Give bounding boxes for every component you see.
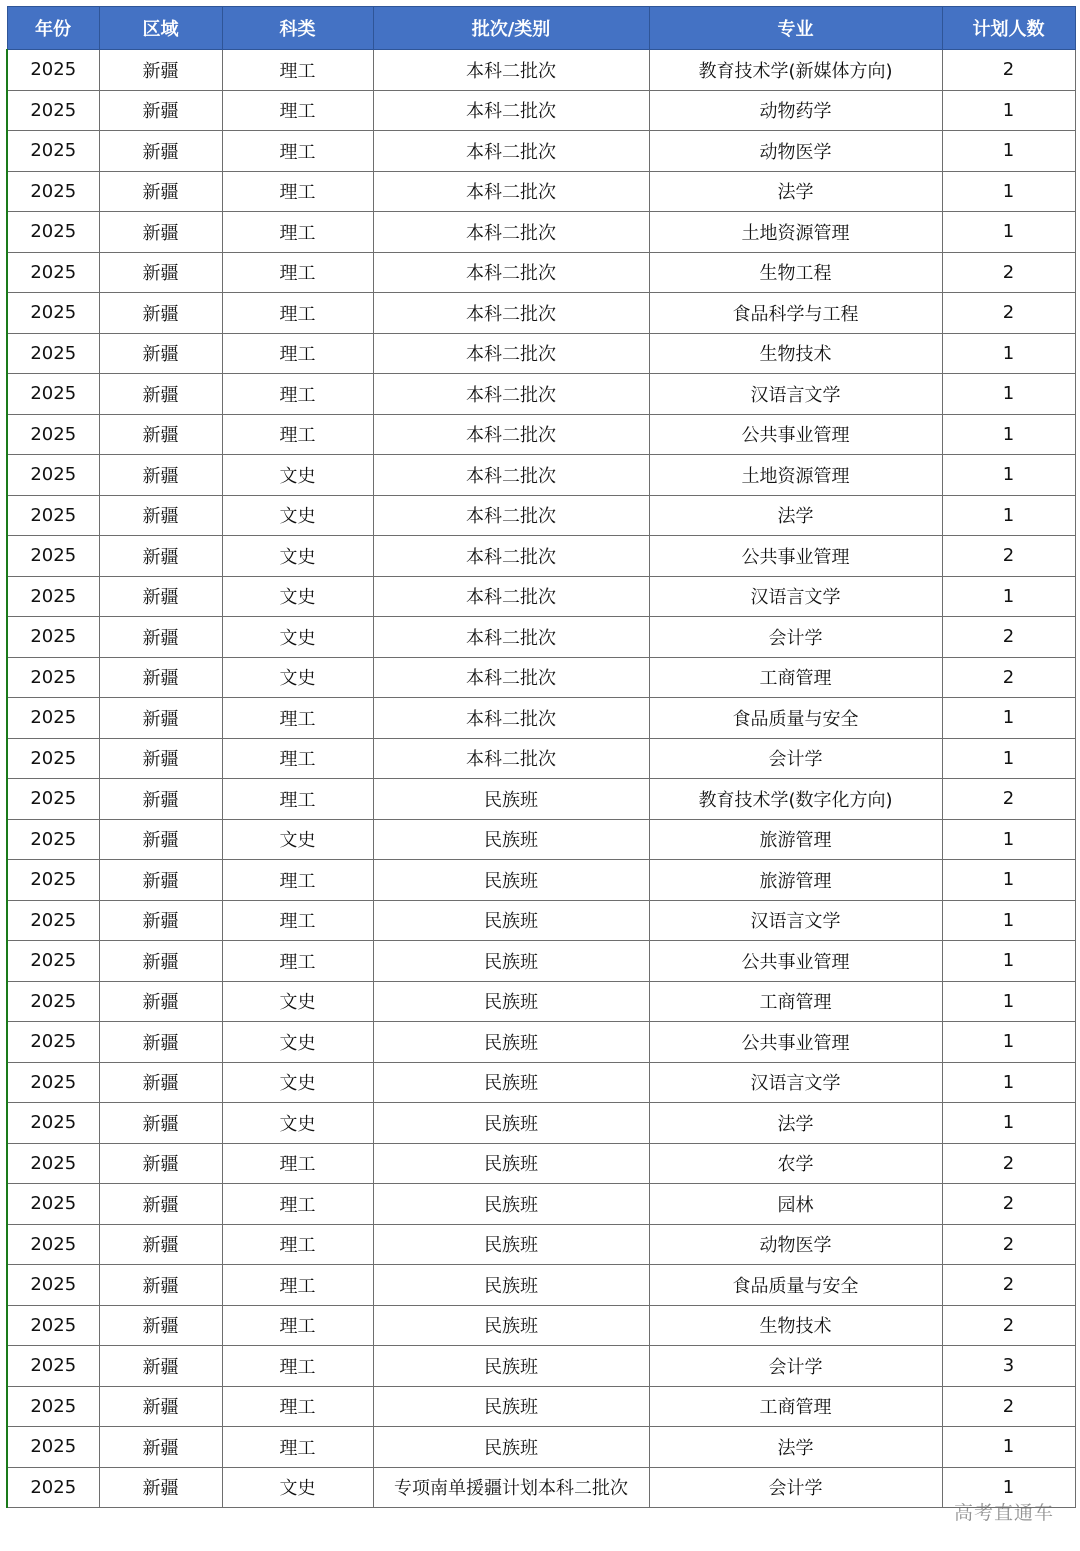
table-row: [7, 941, 1075, 982]
header-row: [7, 7, 1075, 50]
cell-region: 新疆: [99, 1062, 222, 1103]
cell-major: 动物医学: [649, 131, 942, 172]
table-row: [7, 1184, 1075, 1225]
cell-batch: 民族班: [373, 779, 649, 820]
cell-region: 新疆: [99, 536, 222, 577]
cell-year: 2025: [7, 941, 99, 982]
cell-subject-type: 理工: [222, 1184, 373, 1225]
cell-major: 公共事业管理: [649, 536, 942, 577]
table-row: [7, 293, 1075, 334]
cell-region: 新疆: [99, 1224, 222, 1265]
cell-plan-count: 1: [942, 900, 1075, 941]
cell-major: 食品质量与安全: [649, 698, 942, 739]
cell-region: 新疆: [99, 657, 222, 698]
cell-region: 新疆: [99, 90, 222, 131]
cell-major: 法学: [649, 171, 942, 212]
table-row: [7, 1103, 1075, 1144]
cell-plan-count: 2: [942, 1184, 1075, 1225]
cell-subject-type: 理工: [222, 212, 373, 253]
cell-major: 会计学: [649, 617, 942, 658]
cell-year: 2025: [7, 698, 99, 739]
cell-region: 新疆: [99, 617, 222, 658]
cell-year: 2025: [7, 293, 99, 334]
cell-batch: 民族班: [373, 1305, 649, 1346]
cell-region: 新疆: [99, 333, 222, 374]
cell-batch: 民族班: [373, 819, 649, 860]
table-row: [7, 252, 1075, 293]
cell-region: 新疆: [99, 738, 222, 779]
cell-year: 2025: [7, 1386, 99, 1427]
table-row: [7, 738, 1075, 779]
cell-subject-type: 理工: [222, 1386, 373, 1427]
cell-year: 2025: [7, 617, 99, 658]
table-row: [7, 900, 1075, 941]
cell-batch: 本科二批次: [373, 738, 649, 779]
cell-batch: 民族班: [373, 981, 649, 1022]
cell-plan-count: 2: [942, 657, 1075, 698]
cell-year: 2025: [7, 1224, 99, 1265]
cell-year: 2025: [7, 374, 99, 415]
cell-plan-count: 2: [942, 1305, 1075, 1346]
cell-year: 2025: [7, 414, 99, 455]
cell-region: 新疆: [99, 1103, 222, 1144]
cell-batch: 本科二批次: [373, 212, 649, 253]
cell-region: 新疆: [99, 576, 222, 617]
cell-year: 2025: [7, 171, 99, 212]
table-row: [7, 1224, 1075, 1265]
table-row: [7, 90, 1075, 131]
header-year: 年份: [7, 7, 99, 50]
table-row: [7, 698, 1075, 739]
cell-year: 2025: [7, 252, 99, 293]
cell-major: 食品科学与工程: [649, 293, 942, 334]
cell-subject-type: 理工: [222, 1305, 373, 1346]
cell-major: 农学: [649, 1143, 942, 1184]
cell-major: 教育技术学(新媒体方向): [649, 50, 942, 91]
cell-batch: 本科二批次: [373, 131, 649, 172]
cell-region: 新疆: [99, 1346, 222, 1387]
table-row: [7, 1467, 1075, 1508]
table-row: [7, 495, 1075, 536]
cell-region: 新疆: [99, 698, 222, 739]
cell-batch: 本科二批次: [373, 617, 649, 658]
admission-plan-sheet: [6, 6, 1074, 1508]
cell-plan-count: 1: [942, 90, 1075, 131]
cell-major: 汉语言文学: [649, 900, 942, 941]
cell-plan-count: 2: [942, 1265, 1075, 1306]
cell-major: 会计学: [649, 1346, 942, 1387]
cell-batch: 本科二批次: [373, 455, 649, 496]
table-header: [7, 7, 1075, 50]
cell-subject-type: 理工: [222, 1265, 373, 1306]
cell-year: 2025: [7, 90, 99, 131]
cell-year: 2025: [7, 536, 99, 577]
cell-region: 新疆: [99, 495, 222, 536]
cell-batch: 民族班: [373, 900, 649, 941]
table-row: [7, 779, 1075, 820]
cell-batch: 民族班: [373, 1224, 649, 1265]
cell-batch: 本科二批次: [373, 252, 649, 293]
cell-subject-type: 理工: [222, 900, 373, 941]
cell-subject-type: 文史: [222, 1467, 373, 1508]
cell-major: 园林: [649, 1184, 942, 1225]
table-body: [7, 50, 1075, 1508]
cell-batch: 本科二批次: [373, 495, 649, 536]
cell-subject-type: 理工: [222, 738, 373, 779]
cell-major: 旅游管理: [649, 860, 942, 901]
table-row: [7, 50, 1075, 91]
cell-subject-type: 理工: [222, 293, 373, 334]
cell-subject-type: 理工: [222, 171, 373, 212]
cell-subject-type: 文史: [222, 495, 373, 536]
cell-subject-type: 理工: [222, 252, 373, 293]
cell-batch: 民族班: [373, 1184, 649, 1225]
cell-region: 新疆: [99, 1305, 222, 1346]
cell-major: 公共事业管理: [649, 941, 942, 982]
cell-year: 2025: [7, 1305, 99, 1346]
header-subject-type: 科类: [222, 7, 373, 50]
cell-batch: 民族班: [373, 1143, 649, 1184]
cell-region: 新疆: [99, 1184, 222, 1225]
cell-region: 新疆: [99, 779, 222, 820]
cell-region: 新疆: [99, 900, 222, 941]
cell-plan-count: 1: [942, 414, 1075, 455]
table-row: [7, 333, 1075, 374]
cell-major: 会计学: [649, 738, 942, 779]
cell-batch: 本科二批次: [373, 90, 649, 131]
cell-plan-count: 1: [942, 171, 1075, 212]
cell-year: 2025: [7, 1467, 99, 1508]
cell-major: 工商管理: [649, 657, 942, 698]
cell-region: 新疆: [99, 50, 222, 91]
cell-major: 动物药学: [649, 90, 942, 131]
cell-year: 2025: [7, 576, 99, 617]
cell-year: 2025: [7, 1103, 99, 1144]
cell-plan-count: 2: [942, 779, 1075, 820]
cell-year: 2025: [7, 1022, 99, 1063]
table-row: [7, 536, 1075, 577]
cell-year: 2025: [7, 333, 99, 374]
cell-batch: 本科二批次: [373, 50, 649, 91]
cell-batch: 本科二批次: [373, 171, 649, 212]
cell-major: 食品质量与安全: [649, 1265, 942, 1306]
cell-subject-type: 理工: [222, 50, 373, 91]
cell-subject-type: 理工: [222, 698, 373, 739]
cell-major: 汉语言文学: [649, 374, 942, 415]
watermark: 高考直通车: [953, 1502, 1054, 1524]
cell-plan-count: 2: [942, 1386, 1075, 1427]
cell-subject-type: 文史: [222, 657, 373, 698]
cell-subject-type: 文史: [222, 1062, 373, 1103]
cell-region: 新疆: [99, 293, 222, 334]
cell-region: 新疆: [99, 1143, 222, 1184]
cell-subject-type: 理工: [222, 333, 373, 374]
table-row: [7, 1062, 1075, 1103]
cell-plan-count: 3: [942, 1346, 1075, 1387]
cell-region: 新疆: [99, 1386, 222, 1427]
cell-plan-count: 1: [942, 1467, 1075, 1508]
cell-region: 新疆: [99, 1427, 222, 1468]
cell-batch: 本科二批次: [373, 333, 649, 374]
cell-major: 汉语言文学: [649, 576, 942, 617]
cell-plan-count: 1: [942, 576, 1075, 617]
cell-subject-type: 文史: [222, 819, 373, 860]
cell-region: 新疆: [99, 1022, 222, 1063]
table-row: [7, 131, 1075, 172]
cell-batch: 民族班: [373, 1103, 649, 1144]
cell-plan-count: 2: [942, 50, 1075, 91]
cell-major: 土地资源管理: [649, 455, 942, 496]
cell-major: 汉语言文学: [649, 1062, 942, 1103]
cell-plan-count: 1: [942, 860, 1075, 901]
cell-plan-count: 1: [942, 333, 1075, 374]
cell-major: 生物技术: [649, 333, 942, 374]
cell-major: 动物医学: [649, 1224, 942, 1265]
cell-plan-count: 1: [942, 738, 1075, 779]
cell-plan-count: 1: [942, 212, 1075, 253]
cell-batch: 民族班: [373, 1265, 649, 1306]
cell-plan-count: 2: [942, 293, 1075, 334]
table-row: [7, 860, 1075, 901]
cell-major: 生物技术: [649, 1305, 942, 1346]
cell-region: 新疆: [99, 374, 222, 415]
cell-batch: 民族班: [373, 1427, 649, 1468]
cell-batch: 本科二批次: [373, 374, 649, 415]
cell-plan-count: 2: [942, 252, 1075, 293]
cell-batch: 民族班: [373, 1022, 649, 1063]
cell-year: 2025: [7, 981, 99, 1022]
cell-region: 新疆: [99, 860, 222, 901]
table-row: [7, 657, 1075, 698]
table-row: [7, 576, 1075, 617]
header-batch: 批次/类别: [373, 7, 649, 50]
cell-plan-count: 1: [942, 981, 1075, 1022]
cell-subject-type: 理工: [222, 90, 373, 131]
table-row: [7, 1427, 1075, 1468]
cell-subject-type: 理工: [222, 779, 373, 820]
cell-major: 旅游管理: [649, 819, 942, 860]
cell-subject-type: 理工: [222, 131, 373, 172]
table-row: [7, 1143, 1075, 1184]
cell-region: 新疆: [99, 252, 222, 293]
cell-batch: 专项南单援疆计划本科二批次: [373, 1467, 649, 1508]
table-row: [7, 455, 1075, 496]
cell-batch: 本科二批次: [373, 698, 649, 739]
cell-plan-count: 2: [942, 617, 1075, 658]
cell-region: 新疆: [99, 131, 222, 172]
cell-batch: 本科二批次: [373, 657, 649, 698]
cell-subject-type: 理工: [222, 374, 373, 415]
cell-major: 公共事业管理: [649, 414, 942, 455]
table-row: [7, 1305, 1075, 1346]
table-row: [7, 1386, 1075, 1427]
header-major: 专业: [649, 7, 942, 50]
cell-plan-count: 1: [942, 374, 1075, 415]
cell-major: 教育技术学(数字化方向): [649, 779, 942, 820]
table-row: [7, 374, 1075, 415]
cell-major: 法学: [649, 495, 942, 536]
cell-subject-type: 文史: [222, 576, 373, 617]
cell-plan-count: 2: [942, 1143, 1075, 1184]
cell-plan-count: 1: [942, 455, 1075, 496]
cell-subject-type: 理工: [222, 1427, 373, 1468]
cell-year: 2025: [7, 657, 99, 698]
cell-plan-count: 1: [942, 698, 1075, 739]
table-row: [7, 414, 1075, 455]
cell-region: 新疆: [99, 171, 222, 212]
cell-year: 2025: [7, 779, 99, 820]
admission-plan-table: [6, 6, 1076, 1508]
cell-year: 2025: [7, 1184, 99, 1225]
cell-batch: 民族班: [373, 1386, 649, 1427]
cell-batch: 民族班: [373, 1346, 649, 1387]
cell-region: 新疆: [99, 1265, 222, 1306]
cell-batch: 本科二批次: [373, 293, 649, 334]
cell-subject-type: 文史: [222, 455, 373, 496]
cell-year: 2025: [7, 212, 99, 253]
cell-major: 土地资源管理: [649, 212, 942, 253]
cell-subject-type: 文史: [222, 1022, 373, 1063]
table-row: [7, 617, 1075, 658]
cell-subject-type: 理工: [222, 941, 373, 982]
cell-major: 法学: [649, 1103, 942, 1144]
cell-subject-type: 理工: [222, 414, 373, 455]
cell-major: 工商管理: [649, 981, 942, 1022]
cell-subject-type: 理工: [222, 1346, 373, 1387]
cell-region: 新疆: [99, 941, 222, 982]
cell-year: 2025: [7, 1265, 99, 1306]
cell-plan-count: 1: [942, 495, 1075, 536]
cell-major: 公共事业管理: [649, 1022, 942, 1063]
cell-plan-count: 1: [942, 1022, 1075, 1063]
cell-region: 新疆: [99, 819, 222, 860]
header-region: 区域: [99, 7, 222, 50]
cell-region: 新疆: [99, 212, 222, 253]
cell-year: 2025: [7, 495, 99, 536]
cell-region: 新疆: [99, 981, 222, 1022]
cell-subject-type: 文史: [222, 981, 373, 1022]
cell-year: 2025: [7, 1427, 99, 1468]
cell-region: 新疆: [99, 414, 222, 455]
cell-major: 法学: [649, 1427, 942, 1468]
cell-major: 生物工程: [649, 252, 942, 293]
cell-year: 2025: [7, 50, 99, 91]
cell-major: 工商管理: [649, 1386, 942, 1427]
header-plan-count: 计划人数: [942, 7, 1075, 50]
table-row: [7, 981, 1075, 1022]
cell-year: 2025: [7, 1143, 99, 1184]
cell-year: 2025: [7, 131, 99, 172]
table-row: [7, 171, 1075, 212]
cell-region: 新疆: [99, 1467, 222, 1508]
table-row: [7, 212, 1075, 253]
cell-batch: 本科二批次: [373, 576, 649, 617]
cell-plan-count: 1: [942, 1427, 1075, 1468]
cell-plan-count: 2: [942, 536, 1075, 577]
cell-year: 2025: [7, 738, 99, 779]
table-row: [7, 1022, 1075, 1063]
cell-year: 2025: [7, 819, 99, 860]
table-row: [7, 1346, 1075, 1387]
cell-batch: 本科二批次: [373, 536, 649, 577]
cell-subject-type: 文史: [222, 617, 373, 658]
cell-year: 2025: [7, 1346, 99, 1387]
cell-year: 2025: [7, 860, 99, 901]
cell-plan-count: 1: [942, 819, 1075, 860]
cell-major: 会计学: [649, 1467, 942, 1508]
cell-subject-type: 理工: [222, 1224, 373, 1265]
cell-year: 2025: [7, 900, 99, 941]
cell-batch: 民族班: [373, 941, 649, 982]
cell-year: 2025: [7, 1062, 99, 1103]
cell-plan-count: 1: [942, 941, 1075, 982]
table-row: [7, 1265, 1075, 1306]
cell-subject-type: 理工: [222, 860, 373, 901]
cell-subject-type: 文史: [222, 1103, 373, 1144]
cell-plan-count: 1: [942, 1062, 1075, 1103]
cell-plan-count: 1: [942, 1103, 1075, 1144]
table-row: [7, 819, 1075, 860]
cell-plan-count: 2: [942, 1224, 1075, 1265]
cell-batch: 民族班: [373, 860, 649, 901]
cell-batch: 民族班: [373, 1062, 649, 1103]
cell-plan-count: 1: [942, 131, 1075, 172]
cell-subject-type: 文史: [222, 536, 373, 577]
cell-batch: 本科二批次: [373, 414, 649, 455]
cell-region: 新疆: [99, 455, 222, 496]
cell-year: 2025: [7, 455, 99, 496]
cell-subject-type: 理工: [222, 1143, 373, 1184]
